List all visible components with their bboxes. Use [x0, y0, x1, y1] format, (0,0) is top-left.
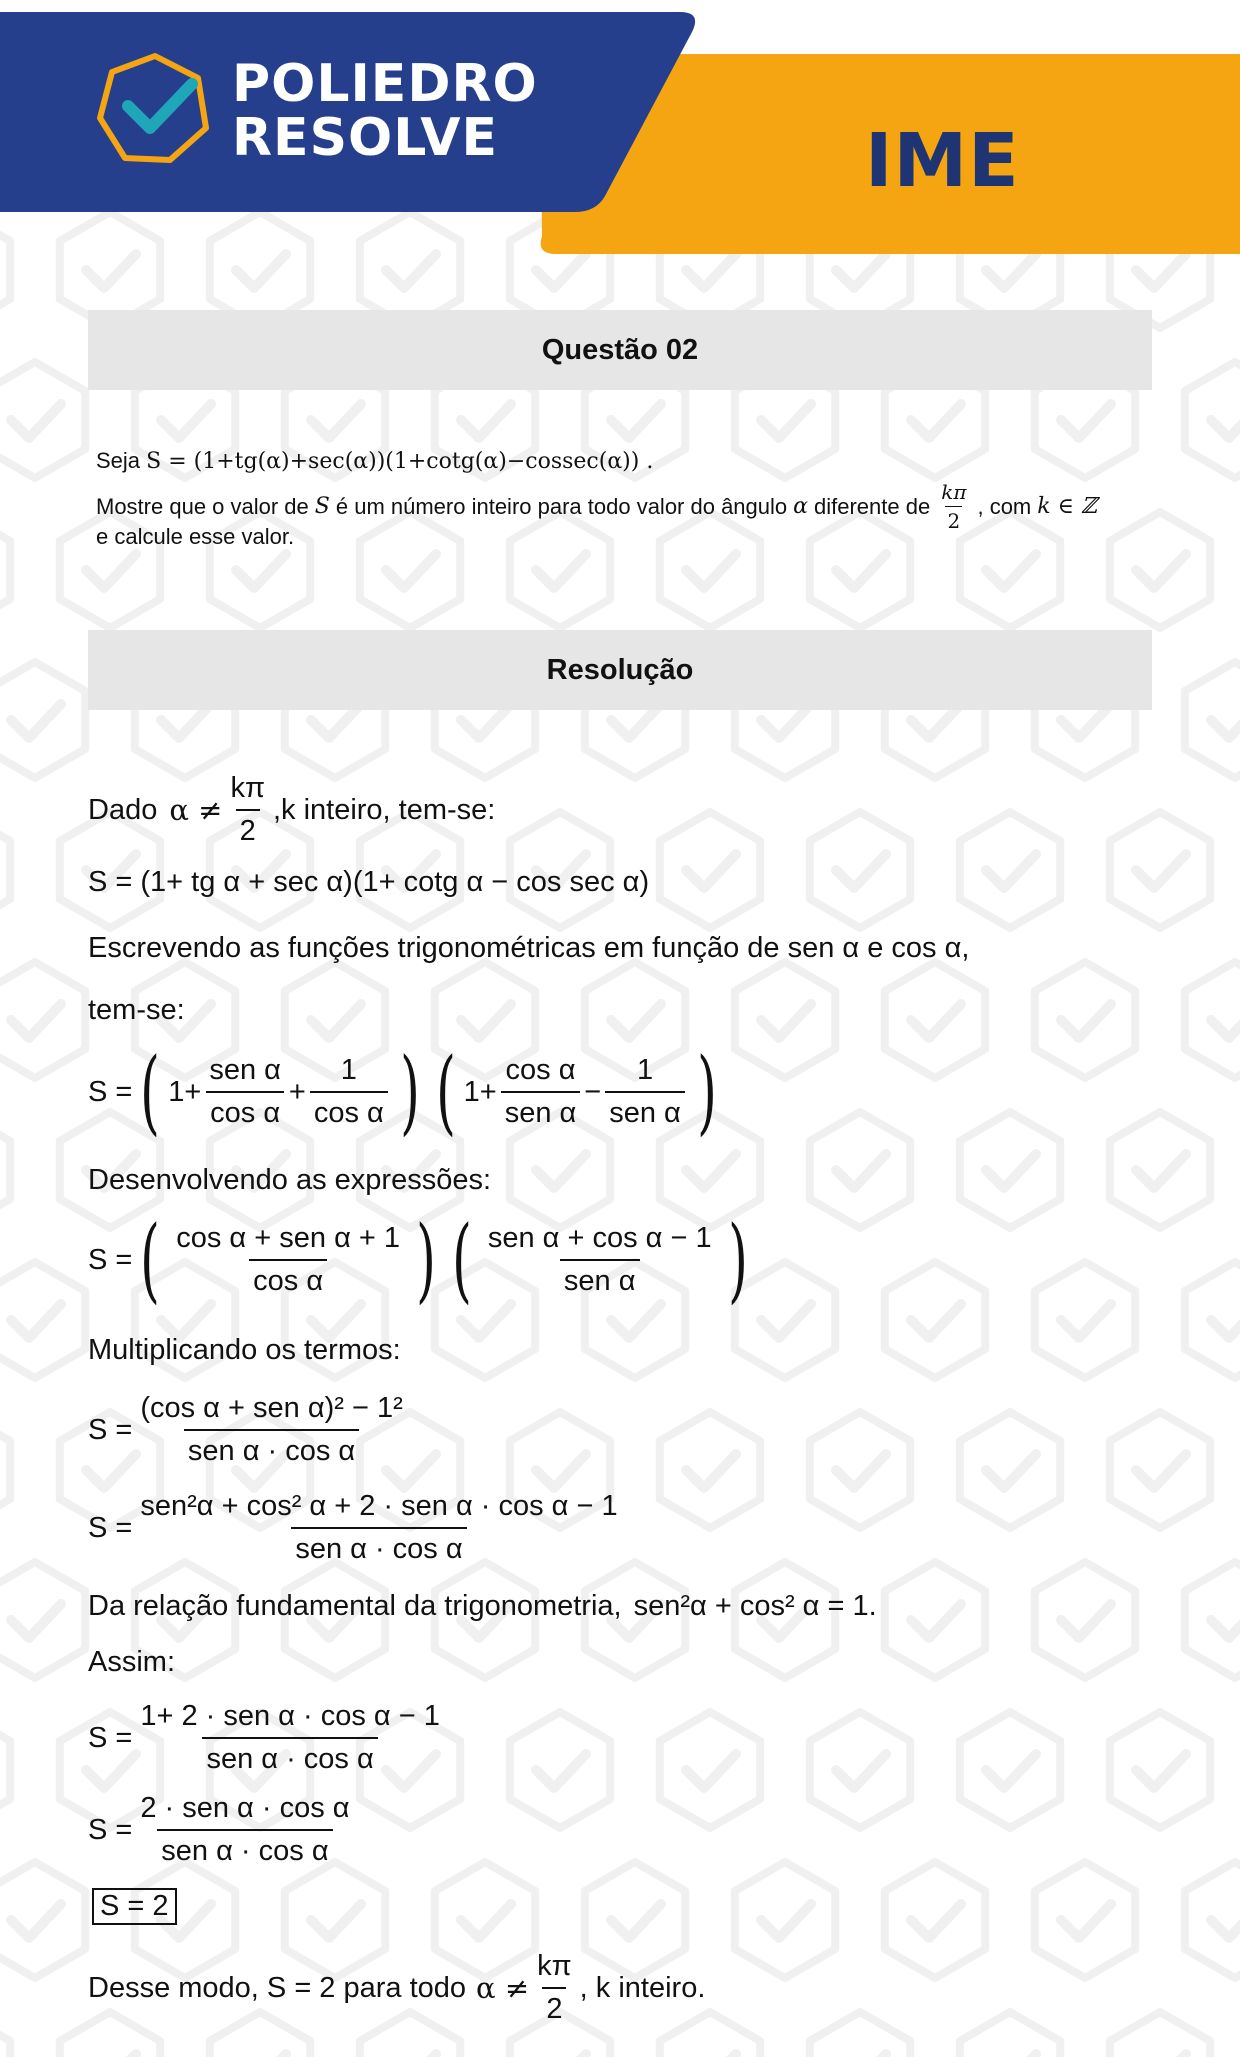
- res-eq6-frac: [136, 1700, 444, 1776]
- question-line2-suffix: , com: [977, 493, 1032, 519]
- res-eq2-frac3: [501, 1054, 581, 1130]
- res-eq3-f1-den: cos α: [249, 1259, 327, 1298]
- res-eq2-f4-num: 1: [636, 1054, 654, 1086]
- res-eq2-minus: −: [584, 1075, 602, 1108]
- pattern-check-icon: [660, 1412, 760, 1528]
- question-line2-diff: diferente de: [814, 493, 931, 519]
- res-eq2-f2-num: 1: [340, 1054, 357, 1086]
- res-text-relacao: [88, 1590, 877, 1623]
- res-eq2-paren-close2: ): [696, 1038, 717, 1145]
- pattern-check-icon: [1185, 962, 1240, 1078]
- res-eq6-num: 1+ 2 · sen α · cos α − 1: [140, 1700, 440, 1732]
- res-eq2-plus: +: [288, 1075, 306, 1108]
- question-frac-den: 2: [945, 506, 962, 533]
- res-eq5-num: sen²α + cos² α + 2 · sen α · cos α − 1: [140, 1490, 618, 1522]
- res-relacao-prefix: Da relação fundamental da trigonometria,: [88, 1590, 622, 1622]
- res-eq4-s: S =: [88, 1413, 133, 1446]
- brand-line1: POLIEDRO: [232, 54, 538, 114]
- res-eq4-den: sen α · cos α: [184, 1429, 359, 1468]
- pattern-check-icon: [810, 1112, 910, 1228]
- res-eq7: [88, 1792, 358, 1868]
- pattern-check-icon: [0, 1112, 10, 1228]
- res-eq1: S = (1+ tg α + sec α)(1+ cotg α − cos sec α): [88, 866, 650, 898]
- pattern-check-icon: [960, 1112, 1060, 1228]
- res-final-den: 2: [542, 1987, 566, 2026]
- pattern-check-icon: [1185, 1262, 1240, 1378]
- res-text-multiplicando: Multiplicando os termos:: [88, 1334, 401, 1366]
- pattern-check-icon: [1035, 1262, 1135, 1378]
- question-fraction: [939, 480, 968, 533]
- pattern-check-icon: [0, 962, 85, 1078]
- question-formula: S = (1+tg(α)+sec(α))(1+cotg(α)−cossec(α)) .: [146, 449, 654, 474]
- pattern-check-icon: [1185, 662, 1240, 778]
- res-eq3: [88, 1206, 756, 1313]
- res-dado: [88, 772, 495, 848]
- res-eq3-paren-close: ): [416, 1206, 436, 1313]
- pattern-check-icon: [1185, 1562, 1240, 1678]
- res-eq2-f2-den: cos α: [310, 1091, 388, 1130]
- pattern-check-icon: [810, 1712, 910, 1828]
- res-eq2-f3-den: sen α: [501, 1091, 581, 1130]
- res-eq5-s: S =: [88, 1511, 133, 1544]
- res-eq3-s: S =: [88, 1243, 133, 1276]
- res-eq2-frac4: [605, 1054, 685, 1130]
- question-line2-prefix: Mostre que o valor de: [96, 493, 309, 519]
- pattern-check-icon: [810, 812, 910, 928]
- pattern-check-icon: [1035, 1862, 1135, 1978]
- pattern-check-icon: [0, 512, 10, 628]
- res-final: [88, 1950, 705, 2026]
- brand-line2: RESOLVE: [232, 108, 498, 168]
- header-banner: [0, 0, 1240, 260]
- question-line2-mid: é um número inteiro para todo valor do ângulo: [335, 493, 788, 519]
- res-eq2-frac2: [310, 1054, 388, 1130]
- pattern-check-icon: [960, 1412, 1060, 1528]
- res-eq8: [92, 1888, 177, 1925]
- res-eq4-num: (cos α + sen α)² − 1²: [140, 1392, 403, 1424]
- question-frac-num: kπ: [941, 480, 967, 504]
- pattern-check-icon: [0, 1712, 10, 1828]
- pattern-check-icon: [960, 2012, 1060, 2057]
- pattern-check-icon: [1110, 812, 1210, 928]
- res-eq7-s: S =: [88, 1813, 133, 1846]
- pattern-check-icon: [1110, 1412, 1210, 1528]
- res-eq2-frac1: [205, 1054, 285, 1130]
- res-dado-prefix: Dado: [88, 793, 158, 826]
- pattern-check-icon: [510, 1712, 610, 1828]
- res-eq6-den: sen α · cos α: [202, 1737, 377, 1776]
- res-eq3-f1-num: cos α + sen α + 1: [176, 1222, 401, 1254]
- pattern-check-icon: [1110, 1712, 1210, 1828]
- res-final-cond: α ≠: [476, 1971, 530, 2005]
- res-eq3-paren-open: (: [140, 1206, 161, 1313]
- res-eq3-frac1: [172, 1222, 404, 1298]
- res-eq2-f1-den: cos α: [206, 1091, 284, 1130]
- res-eq3-f2-den: sen α: [560, 1259, 640, 1298]
- pattern-check-icon: [0, 1412, 10, 1528]
- pattern-check-icon: [885, 1862, 985, 1978]
- res-relacao-eq: sen²α + cos² α = 1.: [633, 1590, 877, 1622]
- res-eq3-paren-close2: ): [727, 1206, 748, 1313]
- res-eq5-den: sen α · cos α: [291, 1527, 466, 1566]
- question-line3: e calcule esse valor.: [96, 524, 295, 549]
- question-title: Questão 02: [88, 310, 1152, 390]
- pattern-check-icon: [885, 962, 985, 1078]
- pattern-check-icon: [660, 1712, 760, 1828]
- pattern-check-icon: [0, 362, 85, 478]
- pattern-check-icon: [0, 662, 85, 778]
- res-dado-cond: α ≠: [169, 793, 223, 827]
- res-final-suffix: , k inteiro.: [579, 1971, 706, 2004]
- res-eq2-f4-den: sen α: [605, 1091, 685, 1130]
- pattern-check-icon: [0, 1562, 85, 1678]
- res-eq2-f1-num: sen α: [209, 1054, 281, 1086]
- question-alpha: α: [793, 494, 808, 519]
- pattern-check-icon: [885, 1562, 985, 1678]
- res-eq6-s: S =: [88, 1721, 133, 1754]
- res-text-desenvolvendo: Desenvolvendo as expressões:: [88, 1164, 492, 1196]
- pattern-check-icon: [1035, 962, 1135, 1078]
- res-eq2-paren-close: ): [399, 1038, 420, 1145]
- res-text-escrevendo: Escrevendo as funções trigonométricas em função de sen α e cos α,: [88, 932, 970, 964]
- res-eq3-paren-open2: (: [452, 1206, 472, 1313]
- res-eq2-s: S =: [88, 1075, 133, 1108]
- res-eq5-frac: [136, 1490, 621, 1566]
- res-text-assim: Assim:: [88, 1646, 175, 1678]
- res-eq3-frac2: [484, 1222, 716, 1298]
- res-eq2-paren-open2: (: [435, 1038, 456, 1145]
- res-eq7-frac: [136, 1792, 353, 1868]
- pattern-check-icon: [1185, 362, 1240, 478]
- pattern-check-icon: [0, 1262, 85, 1378]
- res-eq7-num: 2 · sen α · cos α: [140, 1792, 350, 1824]
- question-line1: [96, 448, 653, 474]
- pattern-check-icon: [810, 1412, 910, 1528]
- pattern-check-icon: [1035, 1562, 1135, 1678]
- res-dado-suffix: ,k inteiro, tem-se:: [272, 793, 496, 826]
- res-eq6: [88, 1700, 448, 1776]
- pattern-check-icon: [0, 812, 10, 928]
- res-text-temse: tem-se:: [88, 994, 185, 1026]
- res-dado-frac: [226, 772, 269, 848]
- res-final-prefix: Desse modo, S = 2 para todo: [88, 1971, 467, 2004]
- question-set: k ∈ ℤ: [1037, 494, 1097, 519]
- pattern-check-icon: [885, 1262, 985, 1378]
- res-eq8-boxed: S = 2: [92, 1888, 177, 1925]
- res-dado-den: 2: [236, 809, 260, 848]
- question-line1-prefix: Seja: [96, 448, 141, 473]
- res-eq5: [88, 1490, 626, 1566]
- res-eq4-frac: [136, 1392, 406, 1468]
- res-eq2-one-b: 1+: [463, 1075, 497, 1108]
- pattern-check-icon: [1110, 512, 1210, 628]
- exam-name: IME: [865, 118, 1020, 204]
- pattern-check-icon: [1110, 1112, 1210, 1228]
- res-final-frac: [533, 1950, 576, 2026]
- res-final-num: kπ: [537, 1950, 572, 1982]
- res-eq2-f3-num: cos α: [505, 1054, 576, 1086]
- res-eq2-paren-open: (: [140, 1038, 161, 1145]
- pattern-check-icon: [0, 2012, 10, 2057]
- res-eq4: [88, 1392, 411, 1468]
- pattern-check-icon: [0, 1862, 85, 1978]
- res-eq3-f2-num: sen α + cos α − 1: [487, 1222, 712, 1254]
- res-eq2: [88, 1038, 725, 1145]
- res-eq7-den: sen α · cos α: [157, 1829, 332, 1868]
- pattern-check-icon: [960, 1712, 1060, 1828]
- pattern-check-icon: [960, 812, 1060, 928]
- res-eq2-one: 1+: [168, 1075, 202, 1108]
- pattern-check-icon: [1185, 1862, 1240, 1978]
- resolution-title: Resolução: [88, 630, 1152, 710]
- question-var-s: S: [314, 494, 330, 519]
- pattern-check-icon: [735, 1862, 835, 1978]
- pattern-check-icon: [660, 812, 760, 928]
- pattern-check-icon: [735, 962, 835, 1078]
- pattern-check-icon: [1110, 2012, 1210, 2057]
- pattern-check-icon: [810, 2012, 910, 2057]
- res-dado-num: kπ: [230, 772, 265, 804]
